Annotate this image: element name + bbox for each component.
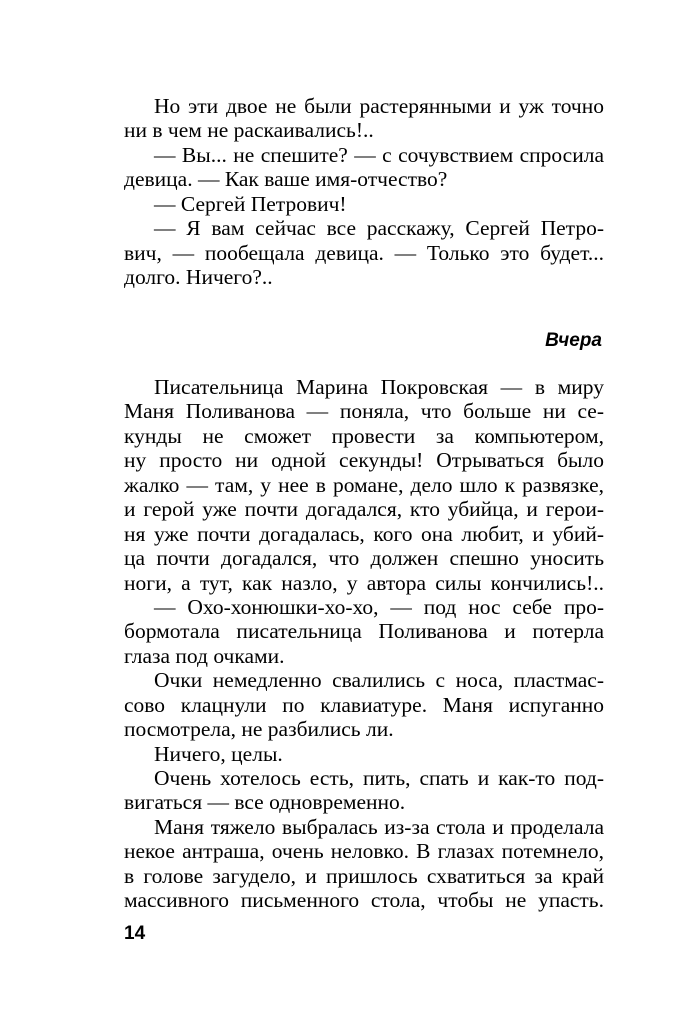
text-line: Маня Поливанова — поняла, что больше ни се- [124, 399, 604, 424]
text-line: долго. Ничего?.. [124, 265, 273, 290]
text-line: Маня тяжело выбралась из-за стола и проделала [154, 814, 604, 839]
text-block-after-heading [124, 375, 604, 913]
text-line: и герой уже почти догадался, кто убийца, и герои- [124, 497, 604, 522]
text-line: Писательница Марина Покровская — в миру [154, 375, 604, 399]
text-line: ну просто ни одной секунды! Отрываться было [124, 448, 604, 473]
section-heading: Вчера [545, 330, 602, 351]
text-line: вигаться — все одновременно. [124, 790, 406, 815]
text-line: Очки немедленно свалились с носа, пластмас- [154, 668, 604, 693]
text-line: ня уже почти догадалась, кого она любит, и убий- [124, 521, 604, 546]
text-line: — Вы... не спешите? — с сочувствием спросила [154, 142, 604, 167]
text-line: жалко — там, у нее в романе, дело шло к развязке, [124, 472, 604, 497]
text-line: посмотрела, не разбились ли. [124, 717, 394, 742]
text-line: бормотала писательница Поливанова и потерла [124, 619, 604, 644]
text-line: кунды не сможет провести за компьютером, [124, 423, 604, 448]
text-line: ца почти догадался, что должен спешно уносить [124, 546, 604, 571]
page-number: 14 [124, 923, 146, 944]
text-line: Ничего, целы. [154, 741, 283, 766]
text-block-before-heading [124, 94, 604, 290]
text-line: массивного письменного стола, чтобы не упасть. [124, 888, 604, 913]
text-line: — Сергей Петрович! [154, 191, 347, 216]
text-line: сово клацнули по клавиатуре. Маня испуганно [124, 692, 604, 717]
text-line: ноги, а тут, как назло, у автора силы кончились!.. [124, 570, 604, 595]
text-line: некое антраша, очень неловко. В глазах потемнело, [124, 839, 604, 864]
text-line: Но эти двое не были растерянными и уж точно [154, 94, 604, 118]
text-line: девица. — Как ваше имя-отчество? [124, 167, 448, 192]
text-line: в голове загудело, и пришлось схватиться за край [124, 863, 604, 888]
text-line: Очень хотелось есть, пить, спать и как-то под- [154, 766, 604, 790]
text-line: — Я вам сейчас все расскажу, Сергей Петро- [154, 216, 604, 241]
text-line: ни в чем не раскаивались!.. [124, 118, 374, 143]
text-line: — Охо-хонюшки-хо-хо, — под нос себе про- [154, 594, 604, 619]
text-line: глаза под очками. [124, 643, 285, 668]
text-line: вич, — пообещала девица. — Только это будет... [124, 240, 604, 265]
